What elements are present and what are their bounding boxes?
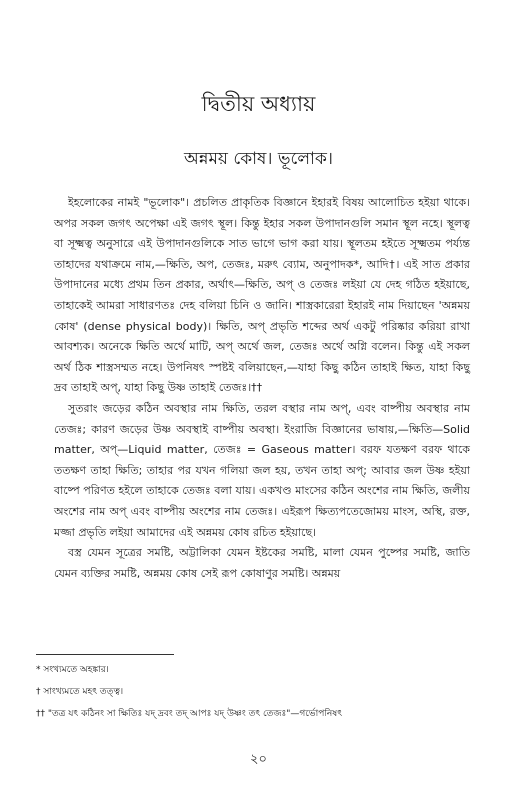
footnote: † সাংখ্যমতে মহৎ তত্ত্ব। <box>36 687 124 697</box>
page-number: ২০ <box>250 752 267 767</box>
chapter-title: দ্বিতীয় অধ্যায় <box>201 92 316 116</box>
paragraph: সুতরাং জড়ের কঠিন অবস্থার নাম ক্ষিতি, তরল বস্থার নাম অপ্, এবং বাষ্পীয় অবস্থার নাম তেজঃ; কারণ জড়ের উষ্ণ অবস্থাই বাষ্পীয় অবস্থা। ইংরাজি বিজ্ঞানের ভাষায়,—ক্ষিতি—Solid matter, অপ্—Liquid matter, তেজঃ = Gaseous matter। বরফ যতক্ষণ বরফ থাকে ততক্ষণ তাহা ক্ষিতি; তাহার পর যখন গলিয়া জল হয়, তখন তাহা অপ্; আবার জল উষ্ণ হইয়া বাষ্পে পরিণত হইলে তাহাকে তেজঃ বলা যায়। একখণ্ড মাংসের কঠিন অংশের নাম ক্ষিতি, জলীয় অংশের নাম অপ্ এবং বাষ্পীয় অংশের নাম তেজঃ। এইরূপ ক্ষিত্যপতেজোময় মাংস, অস্থি, রক্ত, মজ্জা প্রভৃতি লইয়া আমাদের এই অন্নময় কোষ রচিত হইয়াছে। <box>54 401 470 539</box>
footnote-divider <box>36 654 174 655</box>
paragraph: বস্ত্র যেমন সূত্রের সমষ্টি, অট্টালিকা যেমন ইষ্টকের সমষ্টি, মালা যেমন পুষ্পের সমষ্টি, জাতি যেমন ব্যক্তির সমষ্টি, অন্নময় কোষ সেই রূপ কোষাণুর সমষ্টি। অন্নময় <box>54 546 470 580</box>
body-text <box>54 193 470 584</box>
paragraph: ইহলোকের নামই "ভূলোক"। প্রচলিত প্রাকৃতিক বিজ্ঞানে ইহারই বিষয় আলোচিত হইয়া থাকে। অপর সকল জগৎ অপেক্ষা এই জগৎ স্থূল। কিন্তু ইহার সকল উপাদানগুলি সমান স্থূল নহে। স্থূলত্ব বা সূক্ষ্মত্ব অনুসারে এই উপাদানগুলিকে সাত ভাগে ভাগ করা যায়। স্থূলতম হইতে সূক্ষ্মতম পর্য্যন্ত তাহাদের যথাক্রমে নাম,—ক্ষিতি, অপ, তেজঃ, মরুৎ ব্যোম, অনুপাদক*, আদি†। এই সাত প্রকার উপাদানের মধ্যে প্রথম তিন প্রকার, অর্থাৎ—ক্ষিতি, অপ্ ও তেজঃ লইয়া যে দেহ গঠিত হইয়াছে, তাহাকেই আমরা সাধারণতঃ দেহ বলিয়া চিনি ও জানি। শাস্ত্রকারেরা ইহারই নাম দিয়াছেন 'অন্নময় কোষ' (dense physical body)। ক্ষিতি, অপ্ প্রভৃতি শব্দের অর্থ একটু পরিষ্কার করিয়া রাখা আবশ্যক। অনেকে ক্ষিতি অর্থে মাটি, অপ্ অর্থে জল, তেজঃ অর্থে অগ্নি বলেন। কিন্তু এই সকল অর্থ ঠিক শাস্ত্রসম্মত নহে। উপনিষৎ স্পষ্টই বলিয়াছেন,—যাহা কিছু কঠিন তাহাই ক্ষিত, যাহা কিছু দ্রব তাহাই অপ্, যাহা কিছু উষ্ণ তাহাই তেজঃ।†† <box>54 196 470 395</box>
footnote: †† "তত্র যৎ কঠিনং সা ক্ষিতিঃ যদ্ দ্রবং তদ্ আপঃ যদ্ উষ্ণং তৎ তেজঃ"—গর্ভোপনিষৎ <box>36 709 343 719</box>
footnotes <box>36 659 486 725</box>
section-title: অন্নময় কোষ। ভূলোক। <box>184 149 333 169</box>
footnote: * সংখ্যমতে অহঙ্কার। <box>36 665 109 675</box>
